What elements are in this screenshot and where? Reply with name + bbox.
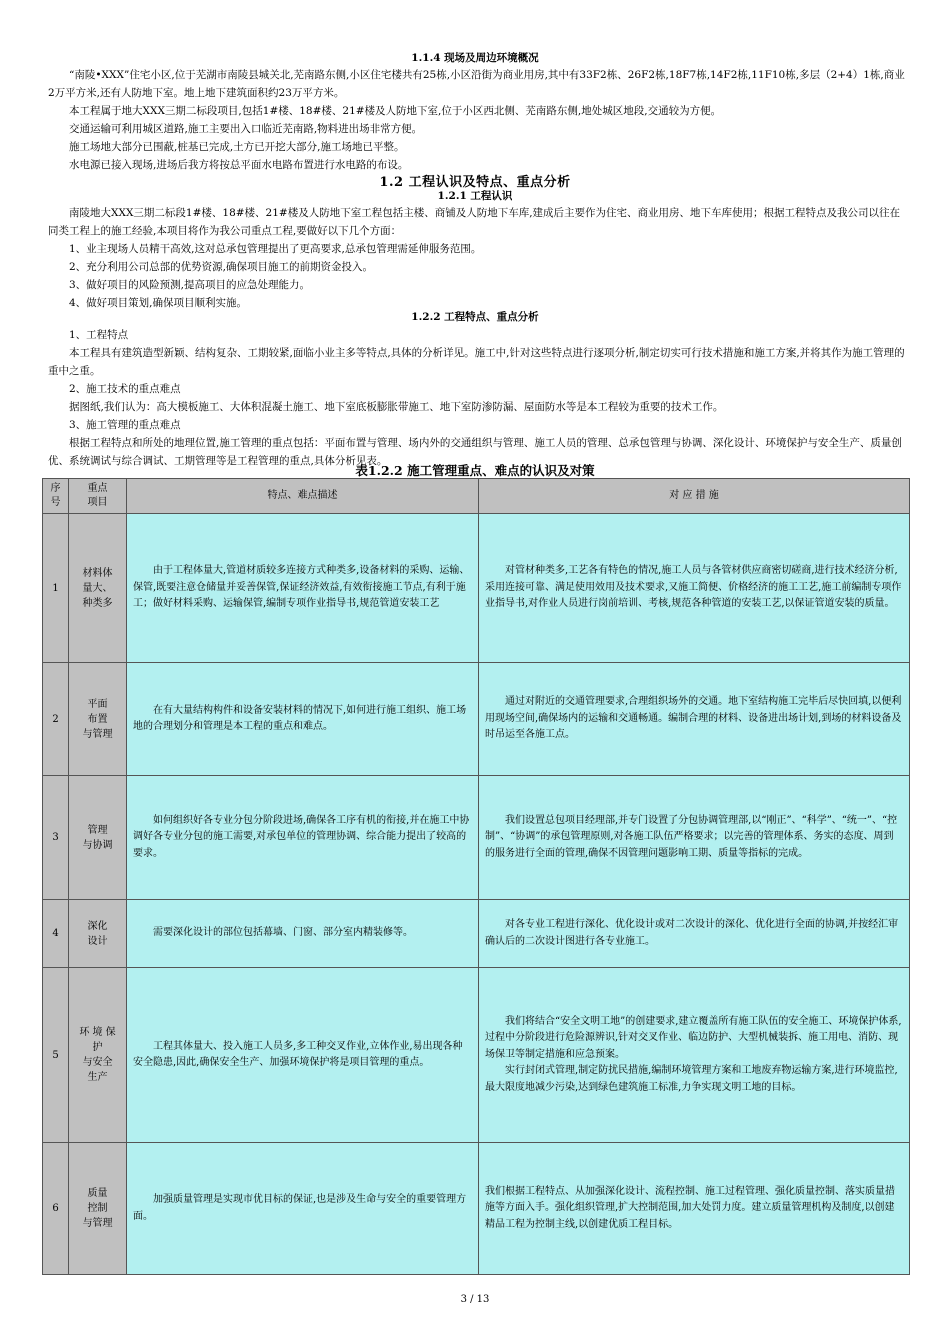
subheading: 3、施工管理的重点难点 [69,419,181,431]
section-1-2-title: 1.2 工程认识及特点、重点分析 [379,175,571,190]
table-header-row [43,479,910,514]
row-measure: 对管材种类多,工艺各有特色的情况,施工人员与各管材供应商密切磋商,进行技术经济分析,采用连接可靠、满足使用效用及技术要求,又施工简便、价格经济的施工工艺,施工前编制专项作业指导书,对作业人员进行岗前培训、考核,规范各种管道的安装工艺,以保证管道安装的质量。 [479,514,910,663]
table-row [43,514,910,663]
list-item: 1、业主现场人员精干高效,这对总承包管理提出了更高要求,总承包管理需延伸服务范围。 [69,243,482,255]
row-desc: 需要深化设计的部位包括幕墙、门窗、部分室内精装修等。 [127,900,479,968]
subheading: 1、工程特点 [69,329,129,341]
paragraph: 交通运输可利用城区道路,施工主要出入口临近芜南路,物料进出场非常方便。 [69,123,423,135]
row-measure: 我们将结合“安全文明工地”的创建要求,建立覆盖所有施工队伍的安全施工、环境保护体系,过程中分阶段进行危险源辨识,针对交叉作业、临边防护、大型机械装拆、施工用电、消防、现场保卫等制定措施和应急预案。 实行封闭式管理,制定防扰民措施,编制环境管理方案和工地废弃物运输方案,进行环境监控,最大限度地减少污染,达到绿色建筑施工标准,力争实现文明工地的目标。 [479,968,910,1143]
section-1-2-2-title: 1.2.2 工程特点、重点分析 [411,311,539,323]
header-measure: 对 应 措 施 [479,479,910,514]
row-desc: 由于工程体量大,管道材质较多连接方式种类多,设备材料的采购、运输、保管,既要注意仓储量并妥善保管,保证经济效益,有效衔接施工节点,有利于施工；做好材料采购、运输保管,编制专项作业指导书,规范管道安装工艺 [127,514,479,663]
paragraph: 本工程具有建筑造型新颖、结构复杂、工期较紧,面临小业主多等特点,具体的分析详见。施工中,针对这些特点进行逐项分析,制定切实可行技术措施和施工方案,并将其作为施工管理的重中之重。 [48,347,905,378]
paragraph: “南陵•XXX”住宅小区,位于芜湖市南陵县城关北,芜南路东侧,小区住宅楼共有25栋,小区沿街为商业用房,其中有33F2栋、26F2栋,18F7栋,14F2栋,11F10栋,多层（2+4）1栋,商业2万平方米,还有人防地下室。地上地下建筑面积约23万平方米。 [48,69,905,100]
list-item: 4、做好项目策划,确保项目顺利实施。 [69,297,248,309]
table-caption: 表1.2.2 施工管理重点、难点的认识及对策 [355,463,595,478]
section-1-2-1-title: 1.2.1 工程认识 [437,190,513,202]
management-table [42,478,910,1275]
row-desc: 加强质量管理是实现市优目标的保证,也是涉及生命与安全的重要管理方面。 [127,1143,479,1275]
row-key: 材料体 量大、 种类多 [69,514,127,663]
paragraph: 根据工程特点和所处的地理位置,施工管理的重点包括：平面布置与管理、场内外的交通组织与管理、施工人员的管理、总承包管理与协调、深化设计、环境保护与安全生产、质量创优、系统调试与综合调试、工期管理等是工程管理的重点,具体分析见表。 [48,437,902,468]
paragraph: 本工程属于地大XXX三期二标段项目,包括1#楼、18#楼、21#楼及人防地下室,位于小区西北侧、芜南路东侧,地处城区地段,交通较为方便。 [69,105,722,117]
list-item: 3、做好项目的风险预测,提高项目的应急处理能力。 [69,279,311,291]
row-seq: 4 [43,900,69,968]
section-1-1-4-title: 1.1.4 现场及周边环境概况 [411,52,539,64]
row-key: 质量 控制 与管理 [69,1143,127,1275]
header-key: 重点 项目 [69,479,127,514]
row-key: 环 境 保 护 与安全 生产 [69,968,127,1143]
paragraph: 据图纸,我们认为：高大模板施工、大体积混凝土施工、地下室底板膨胀带施工、地下室防渗防漏、屋面防水等是本工程较为重要的技术工作。 [69,401,724,413]
list-item: 2、充分利用公司总部的优势资源,确保项目施工的前期资金投入。 [69,261,374,273]
table-row [43,900,910,968]
subheading: 2、施工技术的重点难点 [69,383,181,395]
row-desc: 在有大量结构构件和设备安装材料的情况下,如何进行施工组织、施工场地的合理划分和管理是本工程的重点和难点。 [127,663,479,776]
row-desc: 工程其体量大、投入施工人员多,多工种交叉作业,立体作业,易出现各种安全隐患,因此,确保安全生产、加强环境保护将是项目管理的重点。 [127,968,479,1143]
table-row [43,663,910,776]
paragraph: 南陵地大XXX三期二标段1#楼、18#楼、21#楼及人防地下室工程包括主楼、商铺及人防地下车库,建成后主要作为住宅、商业用房、地下车库使用；根据工程特点及我公司以往在同类工程上的施工经验,本项目将作为我公司重点工程,要做好以下几个方面： [48,207,901,238]
table-row [43,1143,910,1275]
row-seq: 6 [43,1143,69,1275]
row-seq: 3 [43,776,69,900]
header-seq: 序 号 [43,479,69,514]
row-seq: 1 [43,514,69,663]
page-number: 3 / 13 [460,1294,490,1305]
row-measure: 我们根据工程特点、从加强深化设计、流程控制、施工过程管理、强化质量控制、落实质量措施等方面入手。强化组织管理,扩大控制范围,加大处罚力度。建立质量管理机构及制度,以创建精品工程为控制主线,以创建优质工程目标。 [479,1143,910,1275]
row-measure: 通过对附近的交通管理要求,合理组织场外的交通。地下室结构施工完毕后尽快回填,以便利用现场空间,确保场内的运输和交通畅通。编制合理的材料、设备进出场计划,到场的材料设备及时吊运至各施工点。 [479,663,910,776]
table-row [43,968,910,1143]
row-key: 深化 设计 [69,900,127,968]
row-measure: 对各专业工程进行深化、优化设计或对二次设计的深化、优化进行全面的协调,并按经汇审确认后的二次设计图进行各专业施工。 [479,900,910,968]
table-row [43,776,910,900]
header-desc: 特点、难点描述 [127,479,479,514]
row-desc: 如何组织好各专业分包分阶段进场,确保各工序有机的衔接,并在施工中协调好各专业分包的施工需要,对承包单位的管理协调、综合能力提出了较高的要求。 [127,776,479,900]
row-measure: 我们设置总包项目经理部,并专门设置了分包协调管理部,以“刚正”、“科学”、“统一”、“控制”、“协调”的承包管理原则,对各施工队伍严格要求；以完善的管理体系、务实的态度、周到的服务进行全面的管理,确保不因管理问题影响工期、质量等指标的完成。 [479,776,910,900]
paragraph: 水电源已接入现场,进场后我方将按总平面水电路布置进行水电路的布设。 [69,159,409,171]
row-key: 平面 布置 与管理 [69,663,127,776]
paragraph: 施工场地大部分已围蔽,桩基已完成,土方已开挖大部分,施工场地已平整。 [69,141,405,153]
row-seq: 2 [43,663,69,776]
row-seq: 5 [43,968,69,1143]
row-key: 管理 与协调 [69,776,127,900]
